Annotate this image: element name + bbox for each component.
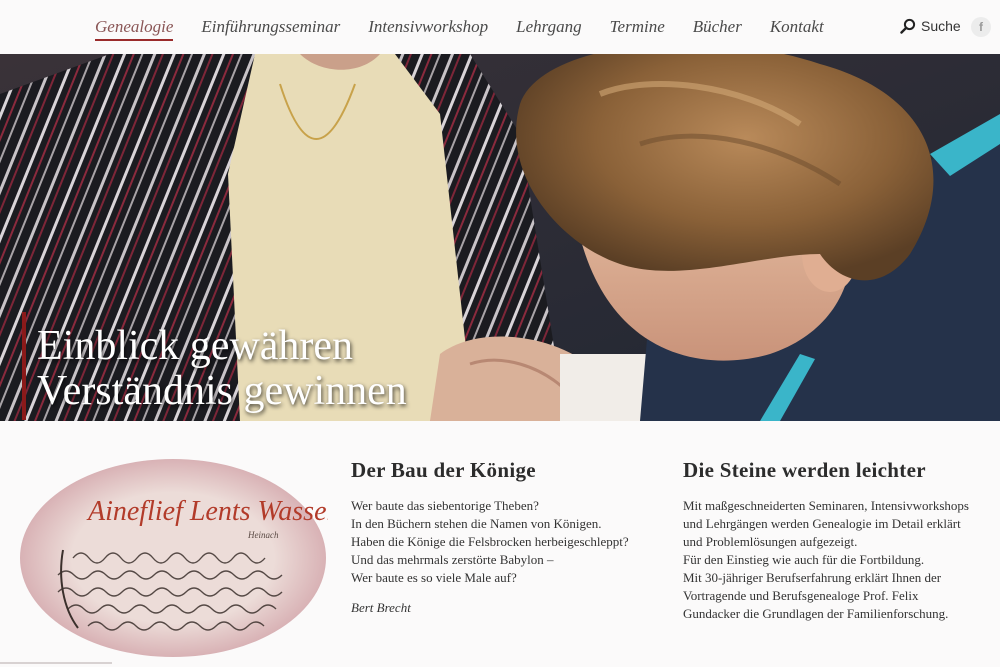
search-label: Suche <box>921 18 961 34</box>
nav-item-termine[interactable]: Termine <box>609 17 665 36</box>
poem-line: Und das mehrmals zerstörte Babylon – <box>351 552 554 567</box>
poem-author: Bert Brecht <box>351 600 411 615</box>
historical-document-image <box>18 458 328 658</box>
nav-item-kontakt[interactable]: Kontakt <box>769 17 824 36</box>
search-icon <box>900 18 916 34</box>
nav-item-lehrgang[interactable]: Lehrgang <box>516 17 582 36</box>
document-heading-script: Aineflief Lents Wasser <box>88 496 328 527</box>
nav-item-einfuehrungsseminar[interactable]: Einführungsseminar <box>201 17 341 36</box>
bottom-divider <box>0 662 112 664</box>
about-title: Die Steine werden leichter <box>683 458 926 482</box>
hero-banner <box>0 54 1000 421</box>
poem-title: Der Bau der Könige <box>351 458 536 482</box>
main-navigation <box>95 0 852 54</box>
nav-item-genealogie[interactable]: Genealogie <box>95 0 173 41</box>
search-button[interactable] <box>900 18 961 34</box>
about-line: Mit 30-jähriger Berufserfahrung erklärt Ihnen der <box>683 570 942 585</box>
hero-accent-bar <box>22 312 26 420</box>
about-line: Vortragende und Berufsgenealoge Prof. Felix <box>683 588 919 603</box>
poem-line: In den Büchern stehen die Namen von Königen. <box>351 516 602 531</box>
top-navigation-bar <box>0 0 1000 55</box>
nav-item-intensivworkshop[interactable]: Intensivworkshop <box>368 17 489 36</box>
hero-line-2: Verständnis gewinnen <box>37 368 407 414</box>
poem-line: Haben die Könige die Felsbrocken herbeigeschleppt? <box>351 534 629 549</box>
about-line: Gundacker die Grundlagen der Familienforschung. <box>683 606 949 621</box>
about-line: und Problemlösungen aufgezeigt. <box>683 534 858 549</box>
facebook-icon[interactable]: f <box>971 17 991 37</box>
about-line: Mit maßgeschneiderten Seminaren, Intensivworkshops <box>683 498 969 513</box>
hero-headline <box>37 324 407 414</box>
about-section <box>683 458 998 623</box>
poem-line: Wer baute es so viele Male auf? <box>351 570 517 585</box>
nav-item-buecher[interactable]: Bücher <box>692 17 742 36</box>
poem-section <box>351 458 661 617</box>
hero-line-1: Einblick gewähren <box>37 323 354 369</box>
about-line: Für den Einstieg wie auch für die Fortbildung. <box>683 552 925 567</box>
poem-line: Wer baute das siebentorige Theben? <box>351 498 539 513</box>
document-subtext: Heinach <box>248 530 279 540</box>
about-line: und Lehrgängen werden Genealogie im Detail erklärt <box>683 516 961 531</box>
